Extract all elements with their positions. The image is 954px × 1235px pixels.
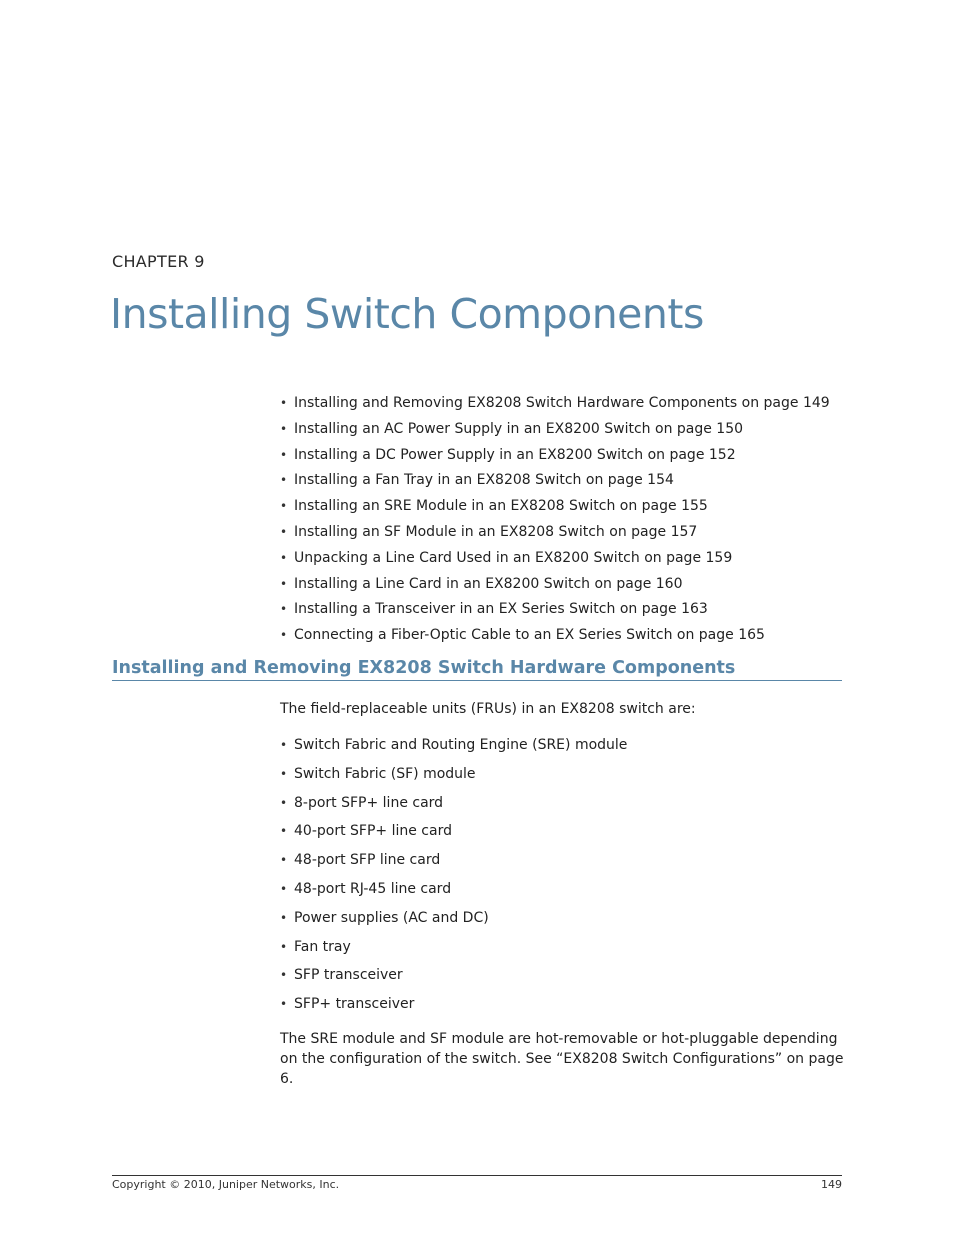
- toc-item[interactable]: [280, 392, 830, 418]
- footer-page-number: 149: [821, 1178, 842, 1191]
- list-item-label: 48-port SFP line card: [294, 852, 441, 869]
- bullet-icon: •: [280, 421, 288, 436]
- bullet-icon: •: [280, 602, 288, 617]
- bullet-icon: •: [280, 939, 288, 954]
- bullet-icon: •: [280, 550, 288, 565]
- bullet-icon: •: [280, 910, 288, 925]
- bullet-icon: •: [280, 795, 288, 810]
- chapter-toc: [280, 392, 830, 650]
- list-item: [280, 850, 627, 879]
- list-item: [280, 937, 627, 966]
- toc-item[interactable]: [280, 547, 830, 573]
- section-closing-paragraph: The SRE module and SF module are hot-removable or hot-pluggable depending on the configuration of the switch. See “EX8208 Switch Configurations” on page 6.: [280, 1031, 844, 1087]
- bullet-icon: •: [280, 473, 288, 488]
- toc-item[interactable]: [280, 469, 830, 495]
- bullet-icon: •: [280, 499, 288, 514]
- bullet-icon: •: [280, 524, 288, 539]
- fru-list: [280, 735, 627, 1023]
- chapter-label: CHAPTER 9: [112, 252, 205, 271]
- toc-item-label: Installing and Removing EX8208 Switch Hardware Components on page 149: [294, 395, 830, 411]
- bullet-icon: •: [280, 576, 288, 591]
- bullet-icon: •: [280, 997, 288, 1012]
- toc-item-label: Connecting a Fiber-Optic Cable to an EX Series Switch on page 165: [294, 627, 765, 644]
- list-item: [280, 908, 627, 937]
- list-item-label: 48-port RJ-45 line card: [294, 880, 452, 897]
- list-item: [280, 994, 627, 1023]
- list-item-label: Power supplies (AC and DC): [294, 909, 489, 926]
- bullet-icon: •: [280, 766, 288, 781]
- toc-item-label: Installing a DC Power Supply in an EX8200 Switch on page 152: [294, 446, 736, 463]
- toc-item[interactable]: [280, 624, 830, 650]
- toc-item-label: Installing an SRE Module in an EX8208 Switch on page 155: [294, 498, 708, 515]
- bullet-icon: •: [280, 881, 288, 896]
- toc-item-label: Installing a Fan Tray in an EX8208 Switch on page 154: [294, 472, 674, 489]
- toc-item[interactable]: [280, 598, 830, 624]
- toc-item[interactable]: [280, 495, 830, 521]
- toc-item[interactable]: [280, 444, 830, 470]
- list-item-label: Fan tray: [294, 938, 351, 955]
- footer-divider: [112, 1175, 842, 1176]
- bullet-icon: •: [280, 824, 288, 839]
- toc-item-label: Unpacking a Line Card Used in an EX8200 Switch on page 159: [294, 549, 733, 566]
- bullet-icon: •: [280, 447, 288, 462]
- bullet-icon: •: [280, 853, 288, 868]
- section-heading: Installing and Removing EX8208 Switch Hardware Components: [112, 658, 842, 681]
- list-item-label: Switch Fabric and Routing Engine (SRE) module: [294, 737, 628, 753]
- toc-item-label: Installing an SF Module in an EX8208 Switch on page 157: [294, 523, 698, 540]
- bullet-icon: •: [280, 738, 288, 752]
- bullet-icon: •: [280, 628, 288, 643]
- list-item-label: 8-port SFP+ line card: [294, 794, 444, 811]
- footer-copyright: Copyright © 2010, Juniper Networks, Inc.: [112, 1178, 340, 1191]
- list-item-label: SFP+ transceiver: [294, 996, 415, 1013]
- list-item: [280, 879, 627, 908]
- list-item: [280, 821, 627, 850]
- section-intro: The field-replaceable units (FRUs) in an EX8208 switch are:: [280, 701, 696, 717]
- toc-item[interactable]: [280, 573, 830, 599]
- bullet-icon: •: [280, 968, 288, 983]
- list-item-label: SFP transceiver: [294, 967, 403, 984]
- toc-item-label: Installing an AC Power Supply in an EX8200 Switch on page 150: [294, 420, 744, 437]
- chapter-title: Installing Switch Components: [110, 290, 704, 338]
- list-item: [280, 735, 627, 764]
- toc-item-label: Installing a Line Card in an EX8200 Switch on page 160: [294, 575, 683, 592]
- list-item: [280, 793, 627, 822]
- list-item-label: Switch Fabric (SF) module: [294, 765, 476, 782]
- list-item: [280, 965, 627, 994]
- bullet-icon: •: [280, 396, 288, 410]
- list-item: [280, 764, 627, 793]
- list-item-label: 40-port SFP+ line card: [294, 823, 452, 840]
- toc-item-label: Installing a Transceiver in an EX Series Switch on page 163: [294, 601, 708, 618]
- toc-item[interactable]: [280, 418, 830, 444]
- toc-item[interactable]: [280, 521, 830, 547]
